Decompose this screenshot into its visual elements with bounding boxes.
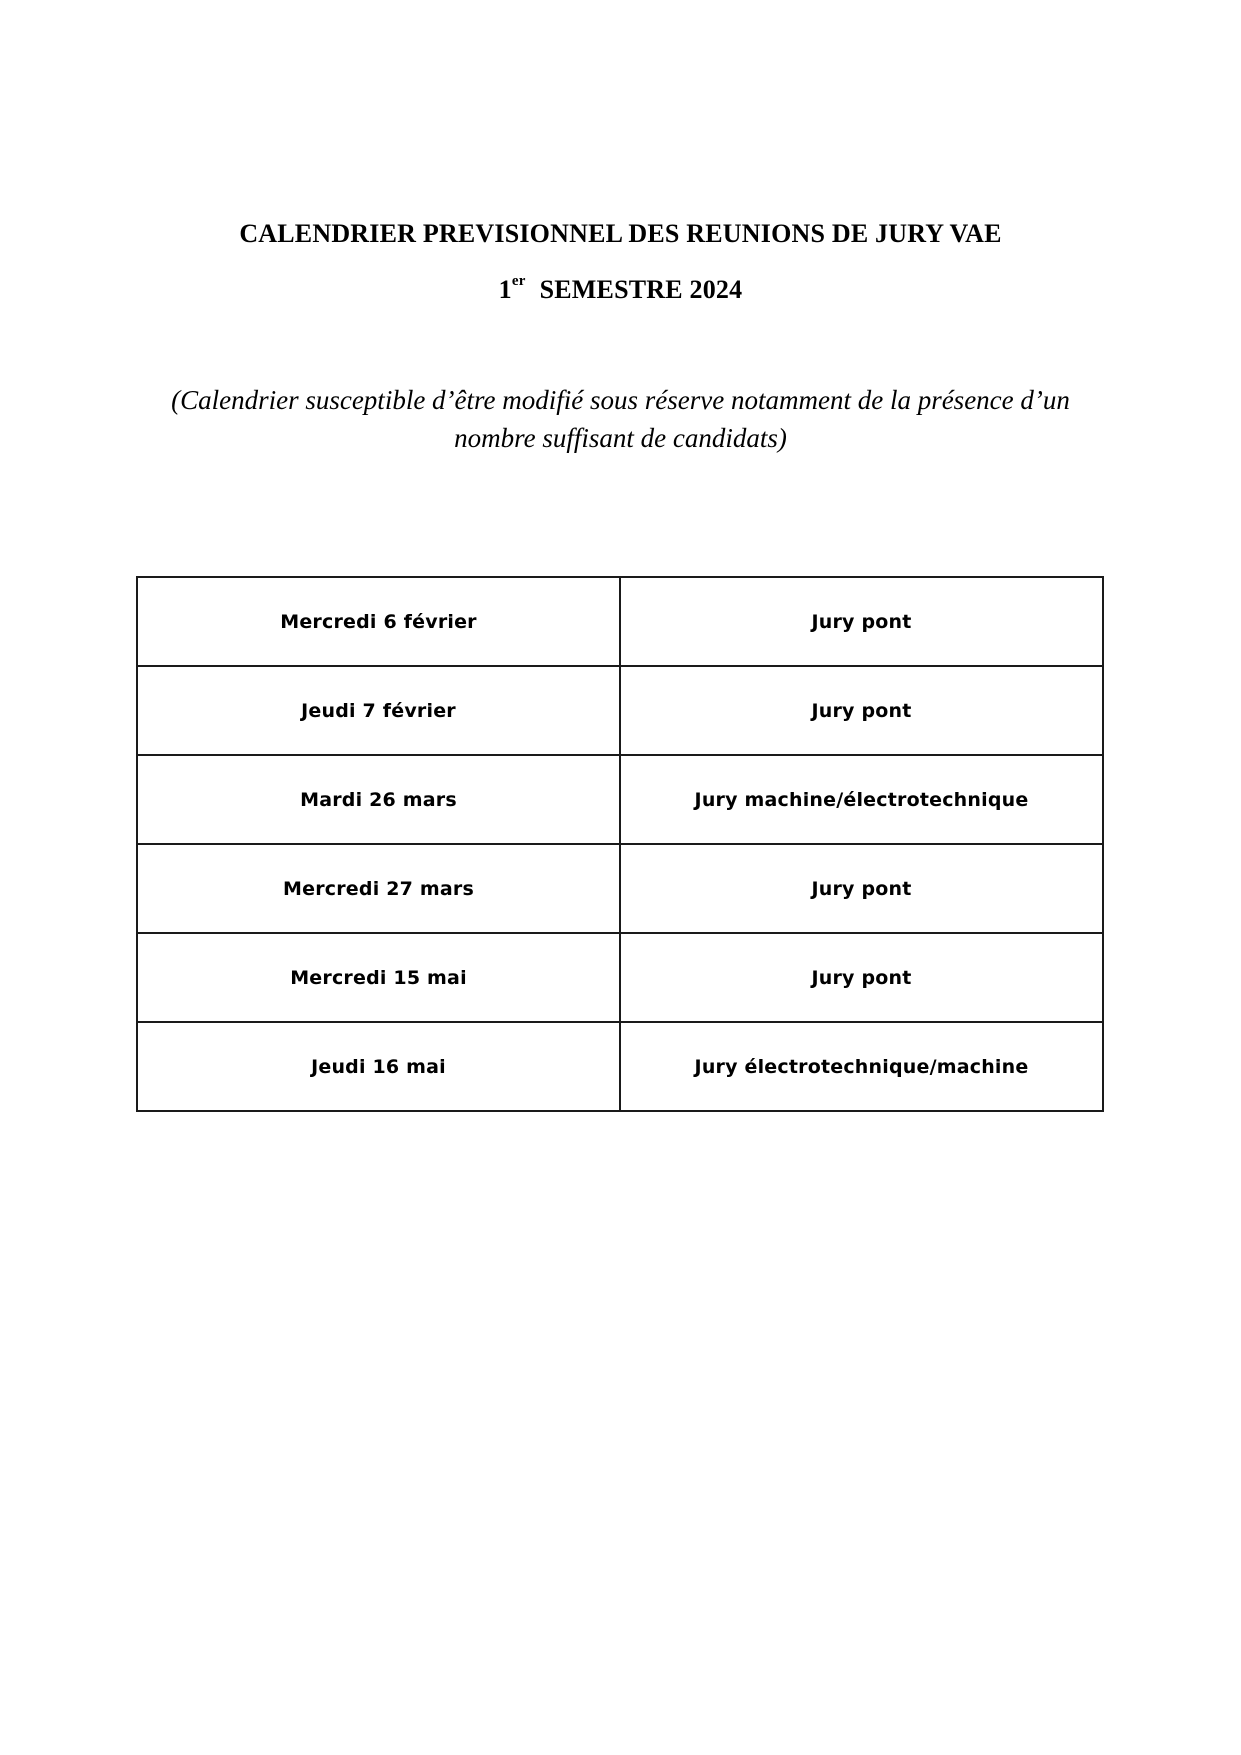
semester-ordinal: er bbox=[511, 273, 526, 290]
date-cell: Mardi 26 mars bbox=[137, 755, 620, 844]
date-cell: Jeudi 7 février bbox=[137, 666, 620, 755]
jury-schedule-table bbox=[136, 576, 1104, 1112]
table-row bbox=[137, 933, 1103, 1022]
jury-cell: Jury pont bbox=[620, 933, 1103, 1022]
disclaimer-line-1: (Calendrier susceptible d’être modifié sous réserve notamment de la présence d’un bbox=[171, 385, 1070, 415]
date-cell: Mercredi 15 mai bbox=[137, 933, 620, 1022]
table-row bbox=[137, 755, 1103, 844]
semester-label: SEMESTRE 2024 bbox=[539, 275, 743, 304]
date-cell: Mercredi 6 février bbox=[137, 577, 620, 666]
date-cell: Jeudi 16 mai bbox=[137, 1022, 620, 1111]
jury-cell: Jury pont bbox=[620, 666, 1103, 755]
table-row bbox=[137, 844, 1103, 933]
jury-cell: Jury pont bbox=[620, 577, 1103, 666]
table-row bbox=[137, 1022, 1103, 1111]
semester-heading bbox=[0, 275, 1241, 305]
disclaimer-line-2: nombre suffisant de candidats) bbox=[454, 423, 787, 453]
jury-cell: Jury pont bbox=[620, 844, 1103, 933]
document-title: CALENDRIER PREVISIONNEL DES REUNIONS DE JURY VAE bbox=[239, 219, 1002, 248]
jury-cell: Jury électrotechnique/machine bbox=[620, 1022, 1103, 1111]
jury-cell: Jury machine/électrotechnique bbox=[620, 755, 1103, 844]
table-row bbox=[137, 666, 1103, 755]
semester-number: 1 bbox=[498, 275, 512, 304]
date-cell: Mercredi 27 mars bbox=[137, 844, 620, 933]
disclaimer-note bbox=[120, 381, 1121, 457]
table-row bbox=[137, 577, 1103, 666]
